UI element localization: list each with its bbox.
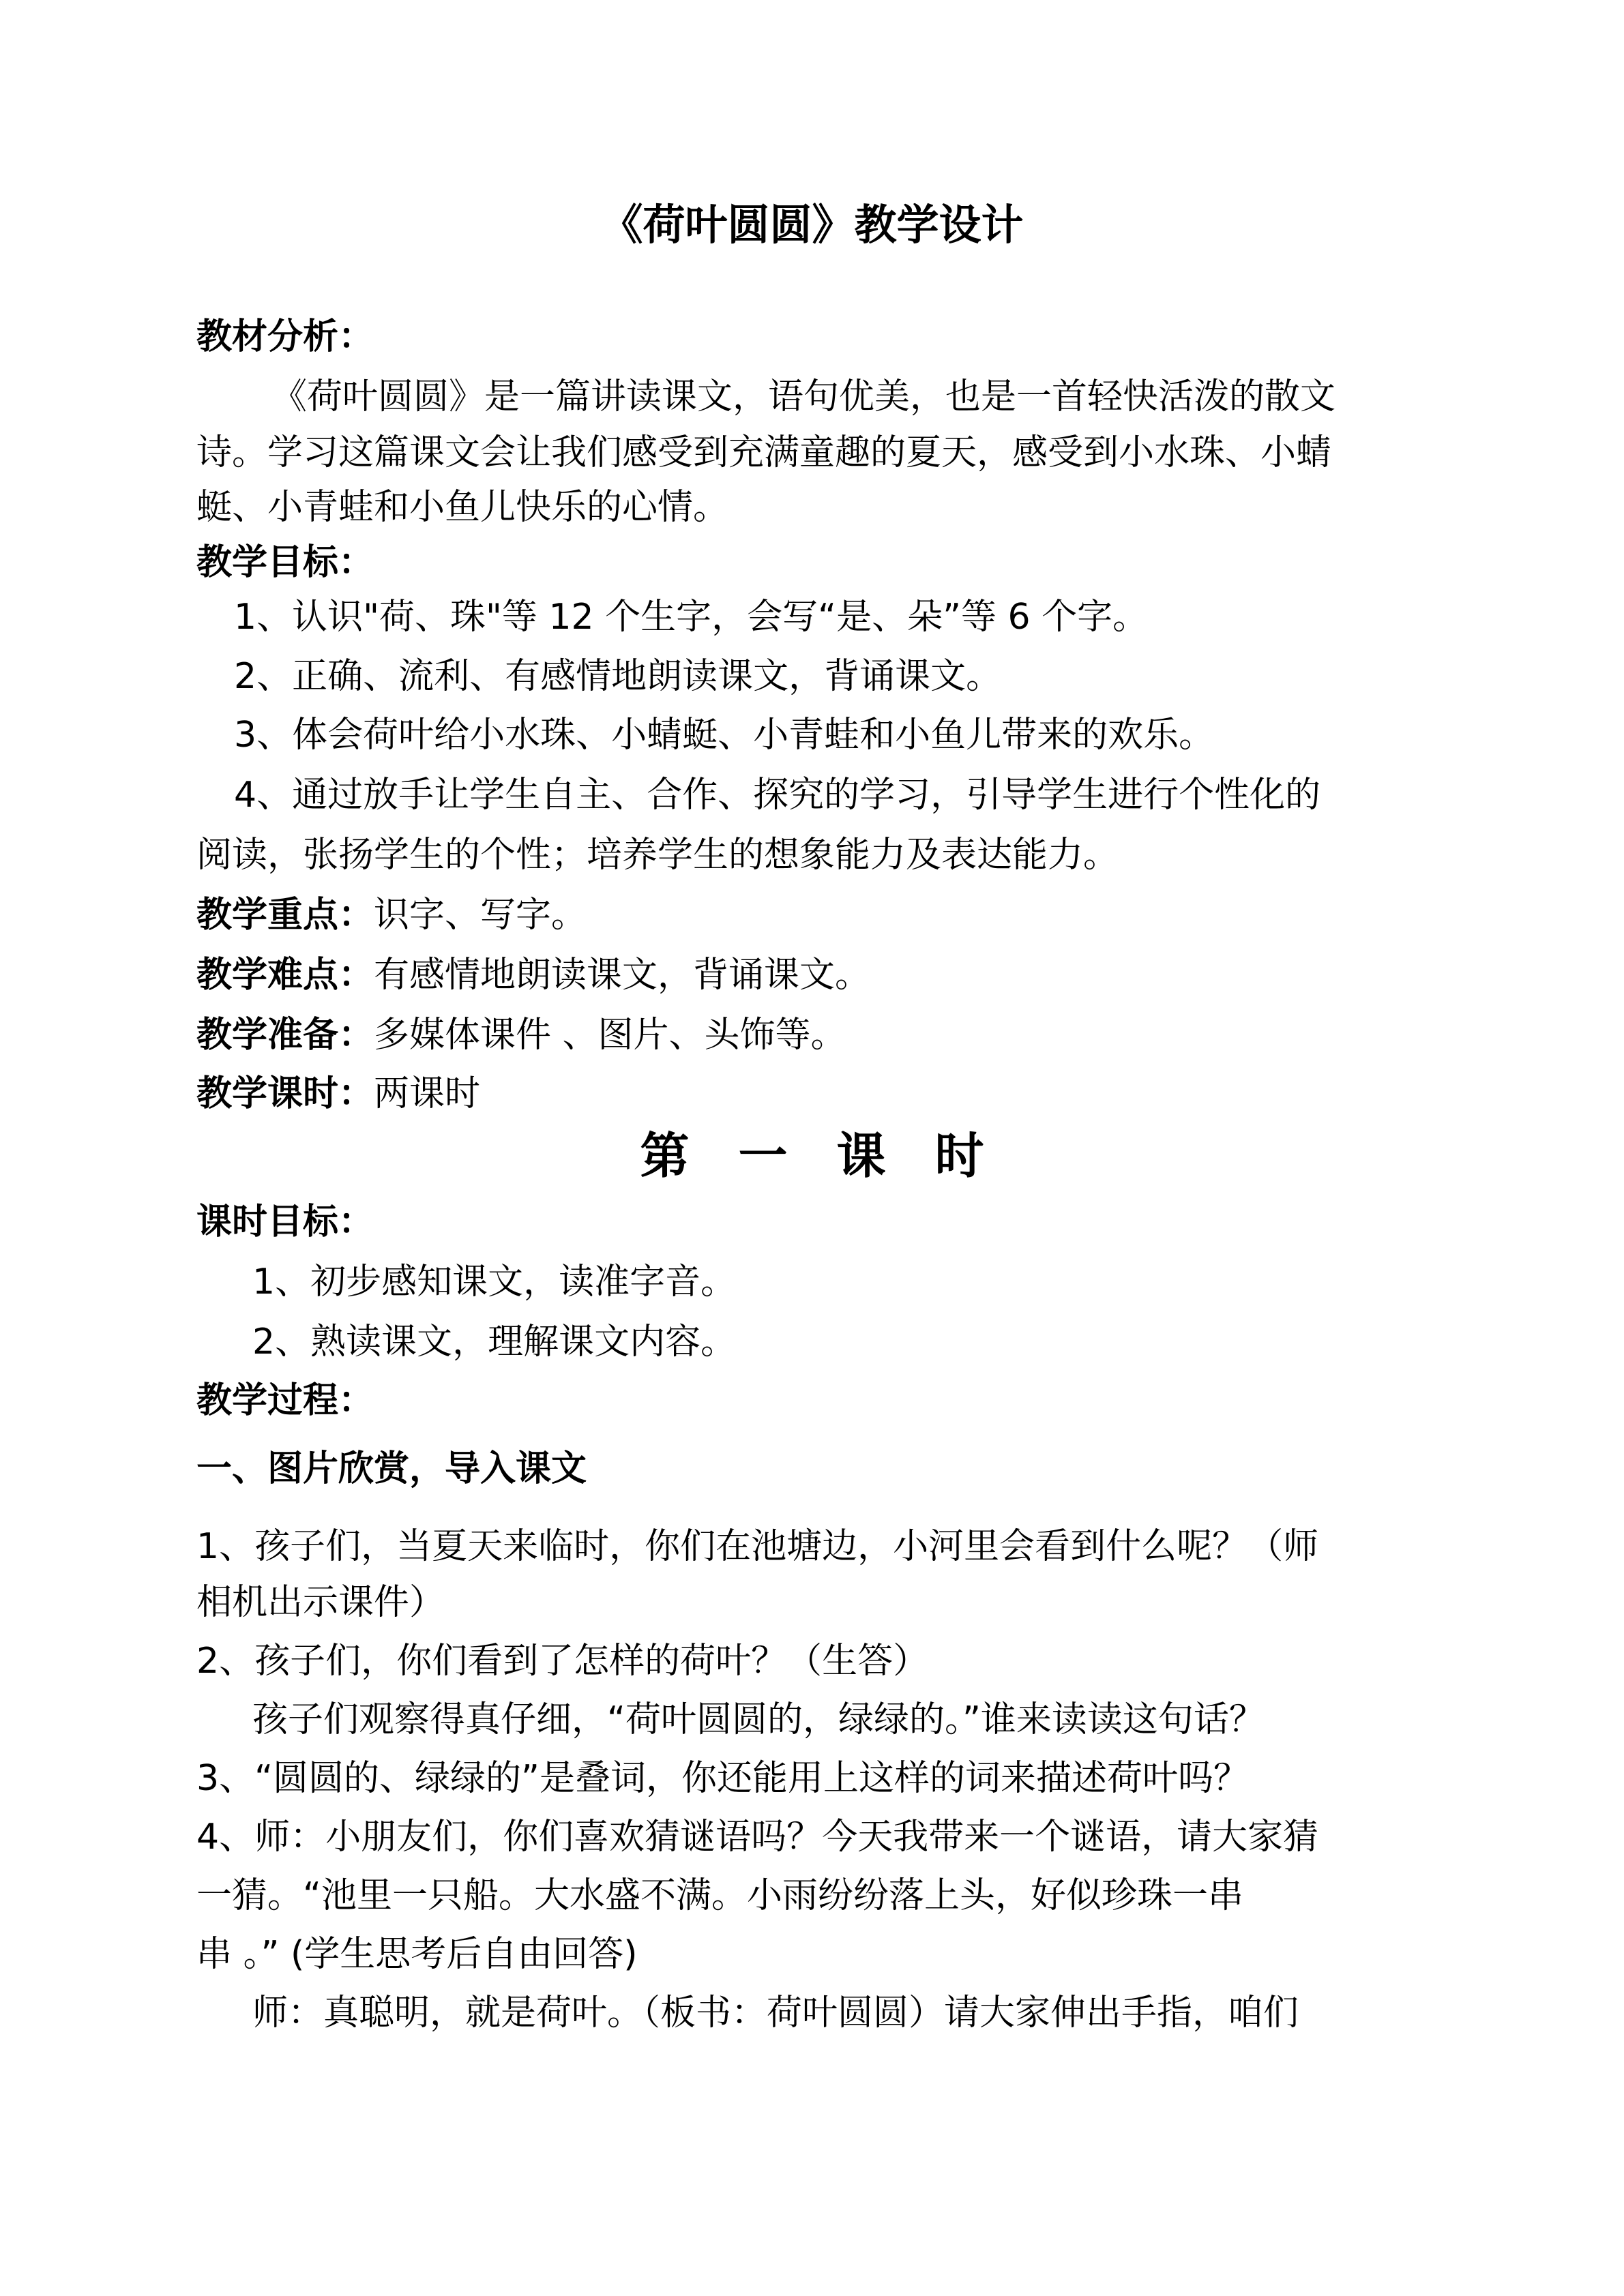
key-points-value: 识字、写字。 <box>374 895 587 936</box>
paragraph-3: 3、“圆圆的、绿绿的”是叠词，你还能用上这样的词来描述荷叶吗？ <box>196 1758 1249 1799</box>
class-hours-label: 教学课时： <box>196 1073 374 1114</box>
lesson-goal-1: 1、初步感知课文，读准字音。 <box>252 1262 737 1302</box>
class-hours-value: 两课时 <box>374 1073 481 1114</box>
difficulty-value: 有感情地朗读课文，背诵课文。 <box>374 955 871 996</box>
goal-3: 3、体会荷叶给小水珠、小蜻蜓、小青蛙和小鱼儿带来的欢乐。 <box>234 715 1215 756</box>
lesson-heading-char: 第 <box>640 1127 690 1184</box>
lesson-heading-char: 时 <box>934 1127 984 1184</box>
paragraph-2b: 孩子们观察得真仔细，“荷叶圆圆的，绿绿的。”谁来读读这句话？ <box>252 1699 1265 1740</box>
analysis-line-2: 诗。学习这篇课文会让我们感受到充满童趣的夏天，感受到小水珠、小蜻 <box>196 432 1332 473</box>
paragraph-2: 2、孩子们，你们看到了怎样的荷叶？（生答） <box>196 1641 929 1682</box>
goal-2: 2、正确、流利、有感情地朗读课文，背诵课文。 <box>234 656 1002 697</box>
goal-4-line-1: 4、通过放手让学生自主、合作、探究的学习，引导学生进行个性化的 <box>234 775 1321 816</box>
lesson-goals-heading: 课时目标： <box>196 1202 374 1242</box>
paragraph-1-line-2: 相机出示课件） <box>196 1582 445 1623</box>
key-points-row <box>196 893 587 937</box>
key-points-label: 教学重点： <box>196 895 374 936</box>
lesson-heading <box>0 1125 1624 1187</box>
lesson-goal-2: 2、熟读课文，理解课文内容。 <box>252 1322 737 1362</box>
preparation-label: 教学准备： <box>196 1015 374 1056</box>
lesson-heading-char: 一 <box>738 1127 788 1184</box>
paragraph-1-line-1: 1、孩子们，当夏天来临时，你们在池塘边，小河里会看到什么呢？（师 <box>196 1526 1319 1567</box>
part-1-heading: 一、图片欣赏，导入课文 <box>196 1448 587 1489</box>
lesson-heading-char: 课 <box>836 1127 886 1184</box>
paragraph-4-line-1: 4、师：小朋友们，你们喜欢猜谜语吗？今天我带来一个谜语，请大家猜 <box>196 1817 1319 1858</box>
goals-heading: 教学目标： <box>196 542 374 583</box>
analysis-line-3: 蜓、小青蛙和小鱼儿快乐的心情。 <box>196 487 729 528</box>
goal-4-line-2: 阅读，张扬学生的个性；培养学生的想象能力及表达能力。 <box>196 835 1119 876</box>
preparation-row <box>196 1013 846 1057</box>
process-heading: 教学过程： <box>196 1380 374 1421</box>
paragraph-4-line-2: 一猜。“池里一只船。大水盛不满。小雨纷纷落上头，好似珍珠一串 <box>196 1875 1243 1916</box>
class-hours-row <box>196 1072 480 1116</box>
preparation-value: 多媒体课件 、图片、头饰等。 <box>374 1015 846 1056</box>
document-title: 《荷叶圆圆》教学设计 <box>600 200 1024 250</box>
goal-1: 1、认识"荷、珠"等 12 个生字，会写“是、朵”等 6 个字。 <box>234 597 1149 638</box>
analysis-line-1: 《荷叶圆圆》是一篇讲读课文，语句优美，也是一首轻快活泼的散文 <box>271 376 1336 417</box>
analysis-heading: 教材分析： <box>196 316 374 357</box>
difficulty-label: 教学难点： <box>196 955 374 996</box>
paragraph-4-line-3: 串 。” (学生思考后自由回答) <box>196 1934 638 1975</box>
paragraph-5: 师：真聪明，就是荷叶。（板书：荷叶圆圆）请大家伸出手指，咱们 <box>252 1993 1299 2033</box>
difficulty-row <box>196 953 870 997</box>
